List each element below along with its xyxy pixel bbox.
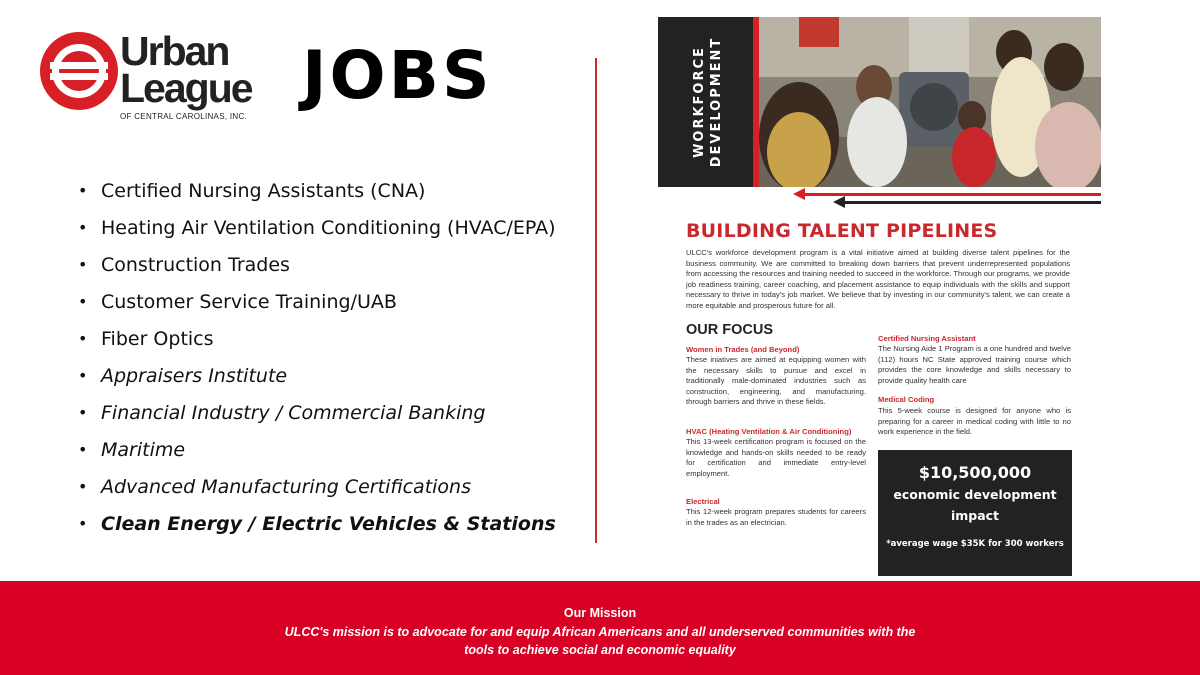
divider-line xyxy=(595,58,597,543)
focus-electrical-heading: Electrical xyxy=(686,497,720,506)
black-arrow-icon xyxy=(843,201,1101,204)
logo-word-league: League xyxy=(120,65,252,111)
focus-women-heading: Women in Trades (and Beyond) xyxy=(686,345,800,354)
focus-hvac-heading: HVAC (Heating Ventilation & Air Conditioning) xyxy=(686,427,852,436)
focus-hvac-text: This 13-week certification program is focused on the knowledge and hands-on skills needed to be ready for certification and immediate entry-level employment. xyxy=(686,437,866,478)
list-item: • Financial Industry / Commercial Banking xyxy=(78,402,486,424)
impact-box xyxy=(878,450,1072,576)
list-item: • Certified Nursing Assistants (CNA) xyxy=(78,180,426,202)
impact-amount: $10,500,000 xyxy=(918,463,1032,482)
focus-coding-text: This 5-week course is designed for anyone who is preparing for a career in medical coding with little to no work experience in the field. xyxy=(878,406,1071,436)
red-arrow-icon xyxy=(803,193,1101,196)
list-item: • Customer Service Training/UAB xyxy=(78,291,397,313)
mission-footer xyxy=(0,581,1200,675)
side-label-panel xyxy=(658,17,758,187)
impact-line-2: impact xyxy=(950,508,1000,523)
urban-league-emblem-icon xyxy=(40,32,118,110)
focus-title: OUR FOCUS xyxy=(686,322,773,338)
focus-women-text: These iniatives are aimed at equipping women with the necessary skills to pursue and excel in traditionally male-dominated industries such as construction, engineering, and manufacturing. through barriers and thrive in these fields. xyxy=(686,355,866,406)
focus-cna-heading: Certified Nursing Assistant xyxy=(878,334,976,343)
list-item: • Construction Trades xyxy=(78,254,290,276)
focus-coding-heading: Medical Coding xyxy=(878,395,935,404)
brochure-heading: BUILDING TALENT PIPELINES xyxy=(686,220,998,242)
logo-word-urban: Urban xyxy=(120,28,229,74)
side-label: WORKFORCE DEVELOPMENT xyxy=(692,36,724,168)
training-photo xyxy=(759,17,1101,187)
urban-league-logo xyxy=(40,30,250,125)
list-item: • Heating Air Ventilation Conditioning (HVAC/EPA) xyxy=(78,217,556,239)
impact-line-1: economic development xyxy=(893,487,1057,502)
list-item: • Appraisers Institute xyxy=(78,365,288,387)
mission-text: ULCC's mission is to advocate for and equip African Americans and all underserved communities with the tools to achieve social and economic equality xyxy=(284,625,916,657)
page-title: JOBS xyxy=(302,37,493,114)
brochure-intro: ULCC's workforce development program is a vital initiative aimed at building diverse talent pipelines for the business community. We are committed to breaking down barriers that prevent underrepresented populations from accessing the resources and training needed to succeed in the workforce. Through our programs, we provide job readiness training, career coaching, and placement assistance to equip individuals with the skills and support necessary to thrive in today's job market. We believe that by investing in our community's talent, we can create a more equitable and prosperous future for all. xyxy=(686,248,1070,310)
list-item: • Maritime xyxy=(78,439,186,461)
focus-cna-text: The Nursing Aide 1 Program is a one hundred and twelve (112) hours NC State approved training course which provides the core knowledge and skills necessary to provide quality health care xyxy=(878,344,1071,385)
list-item: • Advanced Manufacturing Certifications xyxy=(78,476,471,498)
focus-electrical-text: This 12-week program prepares students for careers in the trades as an electrician. xyxy=(686,507,866,527)
impact-note: *average wage $35K for 300 workers xyxy=(886,539,1064,549)
list-item: • Clean Energy / Electric Vehicles & Stations xyxy=(78,513,556,535)
mission-title: Our Mission xyxy=(563,606,637,620)
workforce-brochure xyxy=(658,17,1101,577)
list-item: • Fiber Optics xyxy=(78,328,214,350)
jobs-list xyxy=(78,176,556,546)
logo-subtitle: OF CENTRAL CAROLINAS, INC. xyxy=(120,112,248,121)
